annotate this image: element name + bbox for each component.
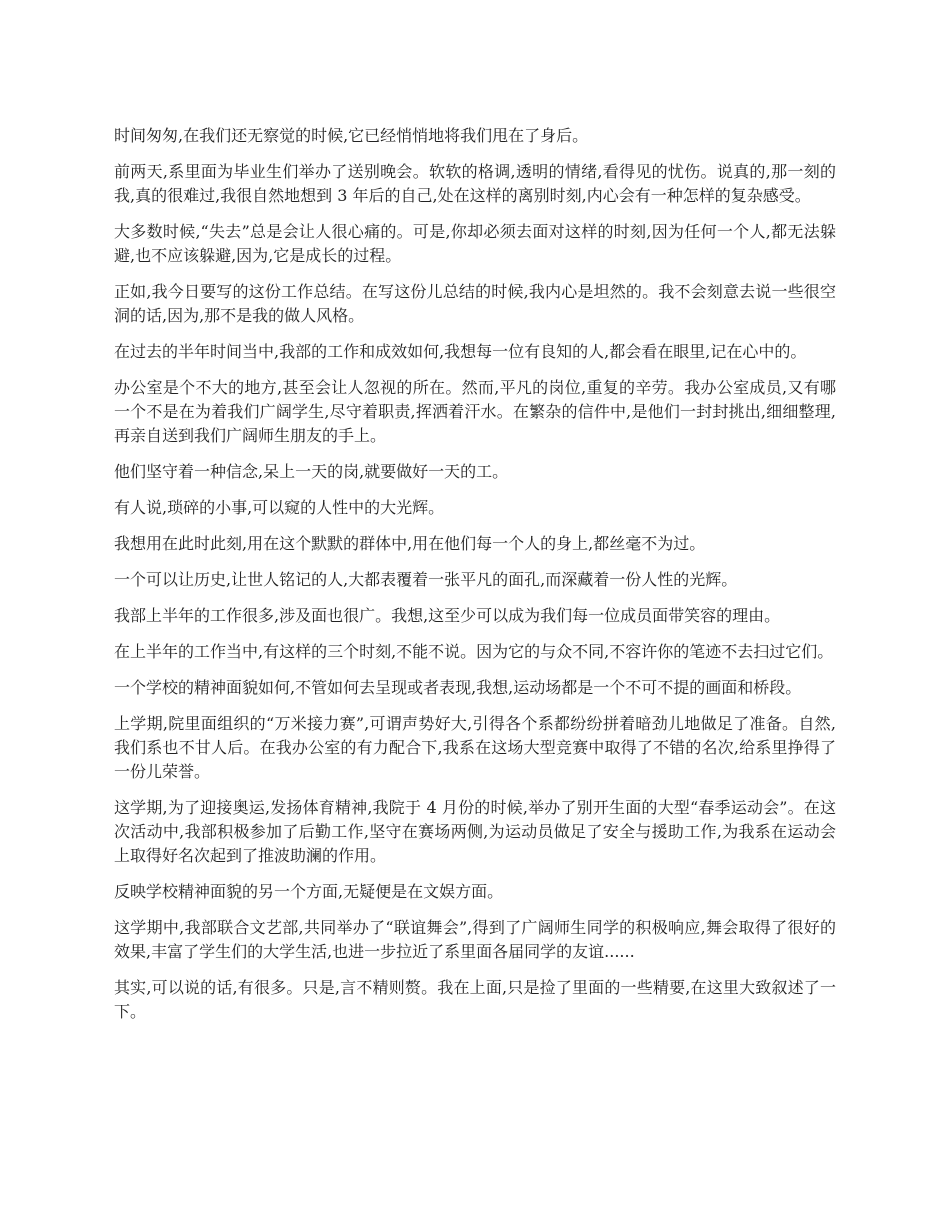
paragraph: 其实,可以说的话,有很多。只是,言不精则赘。我在上面,只是捡了里面的一些精要,在这里大致叙述了一下。 [114,978,836,1021]
paragraph: 有人说,琐碎的小事,可以窥的人性中的大光辉。 [114,498,445,517]
paragraph: 反映学校精神面貌的另一个方面,无疑便是在文娱方面。 [114,882,504,901]
paragraph: 他们坚守着一种信念,呆上一天的岗,就要做好一天的工。 [114,462,509,481]
paragraph: 我部上半年的工作很多,涉及面也很广。我想,这至少可以成为我们每一位成员面带笑容的理由。 [114,606,781,625]
paragraph: 这学期中,我部联合文艺部,共同举办了“联谊舞会”,得到了广阔师生同学的积极响应,舞会取得了很好的效果,丰富了学生们的大学生活,也进一步拉近了系里面各届同学的友谊...... [114,918,836,961]
paragraph: 大多数时候,“失去”总是会让人很心痛的。可是,你却必须去面对这样的时刻,因为任何一个人,都无法躲避,也不应该躲避,因为,它是成长的过程。 [114,222,836,265]
document-body [114,124,836,1036]
paragraph: 我想用在此时此刻,用在这个默默的群体中,用在他们每一个人的身上,都丝毫不为过。 [114,534,706,553]
paragraph: 一个可以让历史,让世人铭记的人,大都表覆着一张平凡的面孔,而深藏着一份人性的光辉。 [114,570,738,589]
paragraph: 时间匆匆,在我们还无察觉的时候,它已经悄悄地将我们甩在了身后。 [114,126,589,145]
paragraph: 一个学校的精神面貌如何,不管如何去呈现或者表现,我想,运动场都是一个不可不提的画面和桥段。 [114,678,802,697]
paragraph: 在上半年的工作当中,有这样的三个时刻,不能不说。因为它的与众不同,不容许你的笔迹不去扫过它们。 [114,642,834,661]
paragraph: 在过去的半年时间当中,我部的工作和成效如何,我想每一位有良知的人,都会看在眼里,记在心中的。 [114,342,807,361]
paragraph: 这学期,为了迎接奥运,发扬体育精神,我院于 4 月份的时候,举办了别开生面的大型“春季运动会”。在这次活动中,我部积极参加了后勤工作,坚守在赛场两侧,为运动员做足了安全与援助工作,为我系在运动会上取得好名次起到了推波助澜的作用。 [114,798,836,865]
paragraph: 前两天,系里面为毕业生们举办了送别晚会。软软的格调,透明的情绪,看得见的忧伤。说真的,那一刻的我,真的很难过,我很自然地想到 3 年后的自己,处在这样的离别时刻,内心会有一种怎样的复杂感受。 [114,162,836,205]
paragraph: 正如,我今日要写的这份工作总结。在写这份儿总结的时候,我内心是坦然的。我不会刻意去说一些很空洞的话,因为,那不是我的做人风格。 [114,282,836,325]
paragraph: 上学期,院里面组织的“万米接力赛”,可谓声势好大,引得各个系都纷纷拼着暗劲儿地做足了准备。自然,我们系也不甘人后。在我办公室的有力配合下,我系在这场大型竞赛中取得了不错的名次,给系里挣得了一份儿荣誉。 [114,714,836,781]
paragraph: 办公室是个不大的地方,甚至会让人忽视的所在。然而,平凡的岗位,重复的辛劳。我办公室成员,又有哪一个不是在为着我们广阔学生,尽守着职责,挥洒着汗水。在繁杂的信件中,是他们一封封挑出,细细整理,再亲自送到我们广阔师生朋友的手上。 [114,378,836,445]
